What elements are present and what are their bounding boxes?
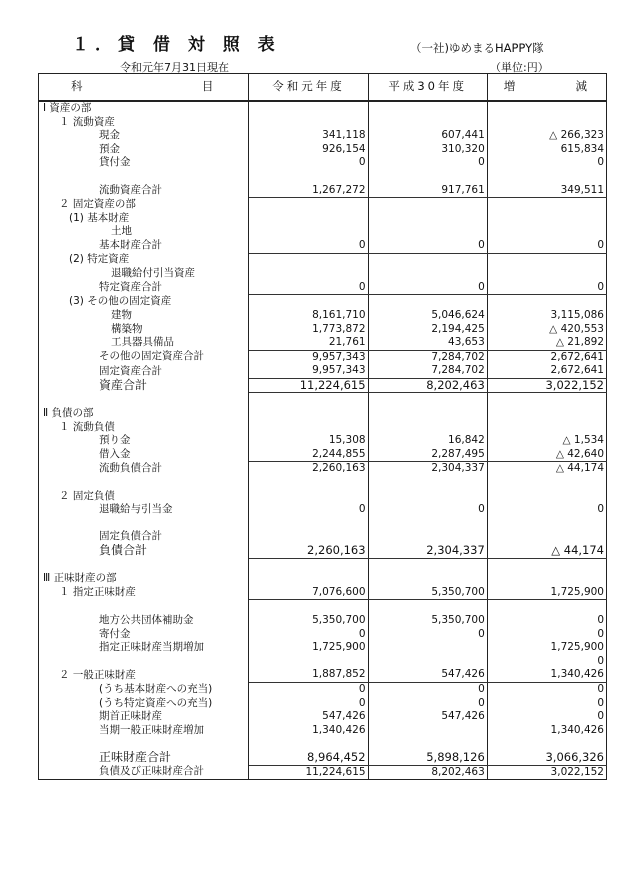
row-change-value: △ 420,553	[487, 323, 606, 337]
row-change-value: 1,340,426	[487, 668, 606, 682]
row-label: ２ 固定資産の部	[39, 198, 249, 212]
row-current-value	[249, 421, 368, 435]
row-change-value	[487, 558, 606, 572]
row-current-value: 11,224,615	[249, 765, 368, 780]
row-current-value	[249, 295, 368, 309]
row-previous-value	[368, 407, 487, 421]
row-change-value	[487, 101, 606, 116]
row-change-value: 3,066,326	[487, 751, 606, 765]
row-previous-value: 0	[368, 503, 487, 517]
row-label: 退職給付引当資産	[39, 267, 249, 281]
row-label: (2) 特定資産	[39, 253, 249, 267]
row-current-value: 2,244,855	[249, 448, 368, 462]
row-previous-value	[368, 393, 487, 407]
row-current-value: 0	[249, 239, 368, 253]
row-label: 工具器具備品	[39, 336, 249, 350]
table-row	[39, 101, 607, 116]
table-row	[39, 530, 607, 544]
table-row	[39, 655, 607, 669]
row-change-value: 3,022,152	[487, 765, 606, 780]
row-label: Ⅰ 資産の部	[39, 101, 249, 116]
row-current-value: 8,964,452	[249, 751, 368, 765]
row-previous-value: 0	[368, 281, 487, 295]
row-label: １ 流動資産	[39, 116, 249, 130]
row-current-value: 15,308	[249, 434, 368, 448]
row-current-value: 341,118	[249, 129, 368, 143]
row-change-value: △ 44,174	[487, 462, 606, 476]
table-row	[39, 198, 607, 212]
row-change-value	[487, 393, 606, 407]
row-change-value	[487, 212, 606, 226]
row-previous-value	[368, 116, 487, 130]
table-row	[39, 462, 607, 476]
row-label: (1) 基本財産	[39, 212, 249, 226]
row-label: 借入金	[39, 448, 249, 462]
row-label: ２ 一般正味財産	[39, 668, 249, 682]
row-previous-value: 7,284,702	[368, 364, 487, 378]
row-current-value	[249, 198, 368, 212]
table-row	[39, 434, 607, 448]
row-change-value: 3,022,152	[487, 378, 606, 393]
row-change-value	[487, 253, 606, 267]
table-row	[39, 281, 607, 295]
row-previous-value	[368, 295, 487, 309]
row-current-value: 21,761	[249, 336, 368, 350]
row-current-value	[249, 267, 368, 281]
row-previous-value: 16,842	[368, 434, 487, 448]
table-row	[39, 572, 607, 586]
row-change-value: 0	[487, 628, 606, 642]
row-label	[39, 170, 249, 184]
row-label: 地方公共団体補助金	[39, 614, 249, 628]
row-label: 正味財産合計	[39, 751, 249, 765]
row-current-value: 0	[249, 156, 368, 170]
table-row	[39, 517, 607, 531]
row-current-value	[249, 225, 368, 239]
row-previous-value: 547,426	[368, 668, 487, 682]
row-change-value	[487, 572, 606, 586]
row-current-value: 1,340,426	[249, 724, 368, 738]
table-row	[39, 309, 607, 323]
table-row	[39, 184, 607, 198]
table-row	[39, 724, 607, 738]
table-row	[39, 116, 607, 130]
row-current-value	[249, 490, 368, 504]
row-current-value	[249, 407, 368, 421]
table-row	[39, 253, 607, 267]
table-row	[39, 378, 607, 393]
row-current-value	[249, 212, 368, 226]
row-current-value: 926,154	[249, 143, 368, 157]
row-label: 資産合計	[39, 378, 249, 393]
row-label: 貸付金	[39, 156, 249, 170]
row-previous-value	[368, 558, 487, 572]
row-previous-value	[368, 421, 487, 435]
table-row	[39, 765, 607, 780]
row-current-value: 7,076,600	[249, 586, 368, 600]
table-row	[39, 364, 607, 378]
table-row	[39, 586, 607, 600]
row-current-value: 0	[249, 628, 368, 642]
row-change-value	[487, 225, 606, 239]
table-row	[39, 212, 607, 226]
header-current-year: 令和元年度	[249, 74, 368, 102]
row-previous-value: 8,202,463	[368, 765, 487, 780]
row-previous-value: 0	[368, 628, 487, 642]
row-previous-value	[368, 490, 487, 504]
table-row	[39, 448, 607, 462]
row-change-value	[487, 490, 606, 504]
row-current-value	[249, 530, 368, 544]
table-row	[39, 544, 607, 558]
row-label: 当期一般正味財産増加	[39, 724, 249, 738]
header-previous-year: 平成30年度	[368, 74, 487, 102]
row-current-value: 0	[249, 682, 368, 696]
document-title: １．貸 借 対 照 表	[72, 35, 281, 55]
table-row	[39, 295, 607, 309]
row-label	[39, 737, 249, 751]
row-change-value: △ 42,640	[487, 448, 606, 462]
header-subject-left: 科	[71, 79, 86, 94]
row-label	[39, 517, 249, 531]
row-change-value: 0	[487, 710, 606, 724]
row-current-value	[249, 393, 368, 407]
row-change-value: 1,725,900	[487, 641, 606, 655]
row-label: (うち特定資産への充当)	[39, 697, 249, 711]
table-row	[39, 668, 607, 682]
row-change-value	[487, 530, 606, 544]
row-previous-value: 5,350,700	[368, 614, 487, 628]
row-current-value: 1,267,272	[249, 184, 368, 198]
row-change-value	[487, 267, 606, 281]
row-previous-value: 0	[368, 682, 487, 696]
row-label: 預金	[39, 143, 249, 157]
table-row	[39, 751, 607, 765]
row-previous-value	[368, 530, 487, 544]
balance-sheet-body	[39, 101, 607, 780]
row-previous-value	[368, 212, 487, 226]
row-label: Ⅱ 負債の部	[39, 407, 249, 421]
row-previous-value: 2,194,425	[368, 323, 487, 337]
table-row	[39, 476, 607, 490]
row-label	[39, 476, 249, 490]
row-previous-value: 7,284,702	[368, 350, 487, 364]
table-row	[39, 336, 607, 350]
table-row	[39, 710, 607, 724]
row-previous-value: 0	[368, 156, 487, 170]
header-change-right: 減	[575, 79, 590, 94]
row-change-value	[487, 421, 606, 435]
row-change-value: 1,725,900	[487, 586, 606, 600]
row-change-value: △ 266,323	[487, 129, 606, 143]
row-current-value	[249, 517, 368, 531]
row-label: 土地	[39, 225, 249, 239]
row-current-value: 1,725,900	[249, 641, 368, 655]
row-previous-value: 2,304,337	[368, 544, 487, 558]
organization-name: （一社)ゆめまるHAPPY隊	[410, 41, 544, 55]
row-current-value	[249, 737, 368, 751]
row-label	[39, 393, 249, 407]
table-row	[39, 503, 607, 517]
row-previous-value: 0	[368, 239, 487, 253]
row-current-value: 0	[249, 697, 368, 711]
row-current-value	[249, 558, 368, 572]
row-change-value: 3,115,086	[487, 309, 606, 323]
row-label: 構築物	[39, 323, 249, 337]
row-change-value	[487, 476, 606, 490]
row-change-value: 349,511	[487, 184, 606, 198]
row-change-value: 0	[487, 156, 606, 170]
as-of-date: 令和元年7月31日現在	[120, 61, 229, 74]
table-row	[39, 239, 607, 253]
row-label	[39, 558, 249, 572]
row-previous-value: 917,761	[368, 184, 487, 198]
row-change-value: △ 1,534	[487, 434, 606, 448]
row-change-value	[487, 198, 606, 212]
row-previous-value	[368, 198, 487, 212]
row-change-value: 0	[487, 281, 606, 295]
row-current-value	[249, 476, 368, 490]
row-previous-value: 5,046,624	[368, 309, 487, 323]
row-label: (3) その他の固定資産	[39, 295, 249, 309]
row-label: 流動資産合計	[39, 184, 249, 198]
table-row	[39, 170, 607, 184]
row-label: 固定負債合計	[39, 530, 249, 544]
table-row	[39, 156, 607, 170]
row-current-value: 5,350,700	[249, 614, 368, 628]
row-previous-value	[368, 253, 487, 267]
row-change-value	[487, 407, 606, 421]
header-subject	[39, 74, 249, 102]
row-previous-value	[368, 267, 487, 281]
row-change-value	[487, 295, 606, 309]
row-previous-value: 8,202,463	[368, 378, 487, 393]
row-change-value: 615,834	[487, 143, 606, 157]
row-label: １ 流動負債	[39, 421, 249, 435]
header-row	[39, 74, 607, 102]
row-label: 基本財産合計	[39, 239, 249, 253]
row-change-value: 2,672,641	[487, 350, 606, 364]
row-previous-value	[368, 476, 487, 490]
unit-note: （単位:円）	[490, 61, 549, 74]
row-current-value	[249, 572, 368, 586]
table-row	[39, 737, 607, 751]
row-label: 流動負債合計	[39, 462, 249, 476]
row-previous-value: 5,898,126	[368, 751, 487, 765]
row-previous-value	[368, 170, 487, 184]
table-row	[39, 393, 607, 407]
row-label	[39, 600, 249, 614]
row-label: (うち基本財産への充当)	[39, 682, 249, 696]
row-change-value: 0	[487, 697, 606, 711]
row-label: 建物	[39, 309, 249, 323]
row-label: 寄付金	[39, 628, 249, 642]
row-previous-value	[368, 517, 487, 531]
row-change-value: 0	[487, 239, 606, 253]
row-label: 負債合計	[39, 544, 249, 558]
table-row	[39, 407, 607, 421]
row-label: Ⅲ 正味財産の部	[39, 572, 249, 586]
row-previous-value: 2,287,495	[368, 448, 487, 462]
row-label: 固定資産合計	[39, 364, 249, 378]
row-previous-value	[368, 737, 487, 751]
row-previous-value: 43,653	[368, 336, 487, 350]
row-current-value	[249, 655, 368, 669]
row-previous-value: 0	[368, 697, 487, 711]
row-current-value	[249, 101, 368, 116]
row-change-value: 0	[487, 503, 606, 517]
row-change-value	[487, 517, 606, 531]
row-previous-value: 5,350,700	[368, 586, 487, 600]
row-current-value: 11,224,615	[249, 378, 368, 393]
row-label: 期首正味財産	[39, 710, 249, 724]
row-current-value: 8,161,710	[249, 309, 368, 323]
row-current-value: 2,260,163	[249, 462, 368, 476]
row-current-value: 9,957,343	[249, 350, 368, 364]
row-previous-value: 547,426	[368, 710, 487, 724]
row-label: 退職給与引当金	[39, 503, 249, 517]
row-change-value	[487, 600, 606, 614]
row-current-value: 1,773,872	[249, 323, 368, 337]
row-change-value	[487, 116, 606, 130]
table-row	[39, 558, 607, 572]
row-change-value: △ 44,174	[487, 544, 606, 558]
table-row	[39, 628, 607, 642]
row-current-value: 9,957,343	[249, 364, 368, 378]
row-current-value: 2,260,163	[249, 544, 368, 558]
row-previous-value: 607,441	[368, 129, 487, 143]
row-previous-value	[368, 641, 487, 655]
row-change-value	[487, 170, 606, 184]
header-subject-right: 目	[201, 79, 217, 94]
table-row	[39, 267, 607, 281]
table-row	[39, 490, 607, 504]
table-row	[39, 323, 607, 337]
table-row	[39, 129, 607, 143]
row-previous-value	[368, 225, 487, 239]
row-current-value: 547,426	[249, 710, 368, 724]
table-row	[39, 697, 607, 711]
table-row	[39, 682, 607, 696]
table-row	[39, 600, 607, 614]
row-previous-value	[368, 655, 487, 669]
header-change	[487, 74, 606, 102]
row-label: 預り金	[39, 434, 249, 448]
row-label: 指定正味財産当期増加	[39, 641, 249, 655]
row-label: ２ 固定負債	[39, 490, 249, 504]
row-change-value	[487, 737, 606, 751]
table-row	[39, 641, 607, 655]
row-change-value: 0	[487, 614, 606, 628]
row-current-value: 0	[249, 503, 368, 517]
header-change-left: 増	[503, 79, 519, 94]
balance-sheet-table	[38, 73, 607, 780]
table-row	[39, 421, 607, 435]
row-previous-value	[368, 572, 487, 586]
table-row	[39, 614, 607, 628]
row-current-value	[249, 116, 368, 130]
row-previous-value	[368, 724, 487, 738]
table-row	[39, 350, 607, 364]
row-current-value: 1,887,852	[249, 668, 368, 682]
row-previous-value: 2,304,337	[368, 462, 487, 476]
table-row	[39, 225, 607, 239]
row-previous-value: 310,320	[368, 143, 487, 157]
row-current-value: 0	[249, 281, 368, 295]
row-label: 負債及び正味財産合計	[39, 765, 249, 780]
row-change-value: 2,672,641	[487, 364, 606, 378]
row-label: 現金	[39, 129, 249, 143]
row-change-value: 1,340,426	[487, 724, 606, 738]
row-label: その他の固定資産合計	[39, 350, 249, 364]
row-current-value	[249, 170, 368, 184]
row-change-value: 0	[487, 682, 606, 696]
row-current-value	[249, 600, 368, 614]
row-change-value: △ 21,892	[487, 336, 606, 350]
row-current-value	[249, 253, 368, 267]
row-previous-value	[368, 101, 487, 116]
row-label	[39, 655, 249, 669]
row-label: １ 指定正味財産	[39, 586, 249, 600]
row-previous-value	[368, 600, 487, 614]
table-row	[39, 143, 607, 157]
row-change-value: 0	[487, 655, 606, 669]
row-label: 特定資産合計	[39, 281, 249, 295]
